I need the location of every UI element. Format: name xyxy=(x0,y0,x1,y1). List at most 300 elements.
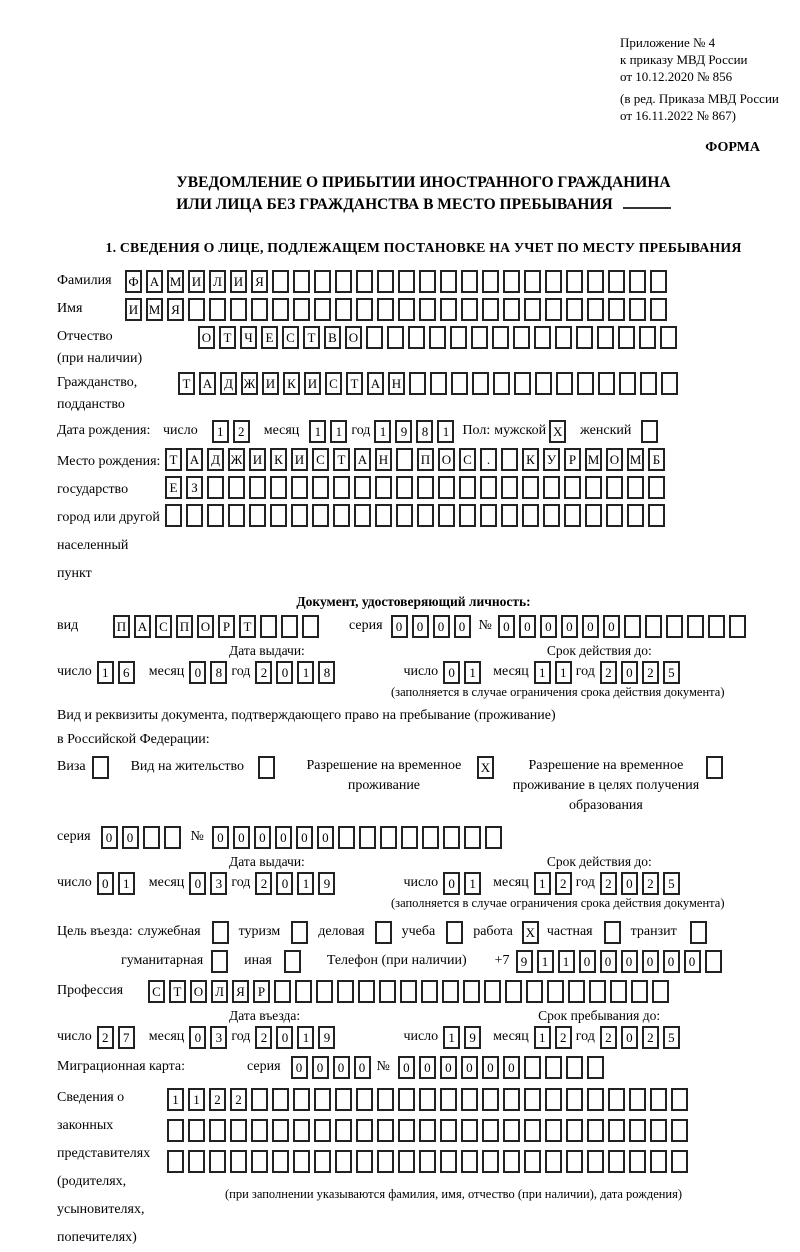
char-cell[interactable] xyxy=(207,476,224,499)
char-cell[interactable] xyxy=(312,504,329,527)
char-cell[interactable] xyxy=(419,1119,436,1142)
char-cell[interactable] xyxy=(440,1119,457,1142)
char-cell[interactable] xyxy=(543,504,560,527)
char-cell[interactable] xyxy=(629,270,646,293)
char-cell[interactable] xyxy=(272,1088,289,1111)
char-cell[interactable] xyxy=(482,1150,499,1173)
char-cell[interactable]: Т xyxy=(333,448,350,471)
char-cell[interactable] xyxy=(587,1150,604,1173)
char-cell[interactable] xyxy=(648,504,665,527)
char-cell[interactable] xyxy=(167,1119,184,1142)
migration-series-cells[interactable] xyxy=(291,1056,375,1079)
char-cell[interactable] xyxy=(443,826,460,849)
char-cell[interactable]: 2 xyxy=(255,1026,272,1049)
char-cell[interactable] xyxy=(258,756,275,779)
char-cell[interactable] xyxy=(272,1150,289,1173)
char-cell[interactable]: О xyxy=(197,615,214,638)
char-cell[interactable]: 0 xyxy=(122,826,139,849)
char-cell[interactable]: 9 xyxy=(464,1026,481,1049)
char-cell[interactable] xyxy=(524,298,541,321)
char-cell[interactable] xyxy=(92,756,109,779)
legal-reps-row1[interactable] xyxy=(167,1088,692,1111)
char-cell[interactable]: 0 xyxy=(254,826,271,849)
char-cell[interactable] xyxy=(375,476,392,499)
char-cell[interactable]: С xyxy=(155,615,172,638)
char-cell[interactable]: Л xyxy=(211,980,228,1003)
char-cell[interactable] xyxy=(408,326,425,349)
char-cell[interactable] xyxy=(503,1150,520,1173)
purpose-tourism-checkbox[interactable] xyxy=(291,921,312,944)
char-cell[interactable]: 2 xyxy=(642,661,659,684)
char-cell[interactable] xyxy=(333,476,350,499)
char-cell[interactable]: 2 xyxy=(642,1026,659,1049)
char-cell[interactable]: 2 xyxy=(209,1088,226,1111)
char-cell[interactable]: 1 xyxy=(297,872,314,895)
char-cell[interactable]: 0 xyxy=(419,1056,436,1079)
char-cell[interactable]: 0 xyxy=(621,1026,638,1049)
char-cell[interactable] xyxy=(284,950,301,973)
char-cell[interactable]: А xyxy=(186,448,203,471)
birth-place-row2[interactable] xyxy=(165,476,669,499)
char-cell[interactable] xyxy=(335,270,352,293)
char-cell[interactable] xyxy=(209,298,226,321)
char-cell[interactable] xyxy=(545,298,562,321)
char-cell[interactable] xyxy=(356,298,373,321)
char-cell[interactable]: Е xyxy=(165,476,182,499)
char-cell[interactable] xyxy=(493,372,510,395)
char-cell[interactable]: И xyxy=(230,270,247,293)
char-cell[interactable]: 0 xyxy=(391,615,408,638)
char-cell[interactable]: И xyxy=(188,270,205,293)
char-cell[interactable] xyxy=(356,1119,373,1142)
char-cell[interactable]: 0 xyxy=(642,950,659,973)
char-cell[interactable] xyxy=(652,980,669,1003)
char-cell[interactable]: Я xyxy=(251,270,268,293)
visa-checkbox[interactable] xyxy=(92,756,113,779)
char-cell[interactable]: 2 xyxy=(255,661,272,684)
char-cell[interactable] xyxy=(209,1150,226,1173)
char-cell[interactable] xyxy=(650,1119,667,1142)
char-cell[interactable]: Р xyxy=(218,615,235,638)
char-cell[interactable] xyxy=(501,448,518,471)
char-cell[interactable]: С xyxy=(282,326,299,349)
char-cell[interactable]: 1 xyxy=(374,420,391,443)
surname-cells[interactable] xyxy=(125,270,671,293)
char-cell[interactable] xyxy=(576,326,593,349)
char-cell[interactable] xyxy=(335,1088,352,1111)
char-cell[interactable] xyxy=(295,980,312,1003)
issue-year-cells[interactable] xyxy=(255,661,339,684)
char-cell[interactable]: Т xyxy=(346,372,363,395)
char-cell[interactable]: К xyxy=(522,448,539,471)
char-cell[interactable] xyxy=(522,504,539,527)
char-cell[interactable] xyxy=(212,921,229,944)
char-cell[interactable]: 0 xyxy=(291,1056,308,1079)
char-cell[interactable]: З xyxy=(186,476,203,499)
char-cell[interactable] xyxy=(396,504,413,527)
char-cell[interactable]: 0 xyxy=(621,950,638,973)
char-cell[interactable] xyxy=(430,372,447,395)
patronymic-cells[interactable] xyxy=(198,326,681,349)
char-cell[interactable] xyxy=(333,504,350,527)
char-cell[interactable] xyxy=(524,1119,541,1142)
profession-cells[interactable] xyxy=(148,980,673,1003)
char-cell[interactable]: Т xyxy=(303,326,320,349)
char-cell[interactable]: О xyxy=(438,448,455,471)
char-cell[interactable]: 0 xyxy=(101,826,118,849)
char-cell[interactable] xyxy=(482,270,499,293)
char-cell[interactable] xyxy=(188,1119,205,1142)
citizenship-cells[interactable] xyxy=(178,372,682,395)
char-cell[interactable]: 0 xyxy=(663,950,680,973)
char-cell[interactable] xyxy=(650,270,667,293)
migration-number-cells[interactable] xyxy=(398,1056,608,1079)
issue-day-cells[interactable] xyxy=(97,661,139,684)
char-cell[interactable] xyxy=(645,615,662,638)
char-cell[interactable] xyxy=(629,298,646,321)
char-cell[interactable] xyxy=(671,1150,688,1173)
stay-month-cells[interactable] xyxy=(534,1026,576,1049)
char-cell[interactable]: Т xyxy=(165,448,182,471)
char-cell[interactable] xyxy=(377,1119,394,1142)
char-cell[interactable] xyxy=(631,980,648,1003)
char-cell[interactable] xyxy=(379,980,396,1003)
char-cell[interactable] xyxy=(566,298,583,321)
res-valid-day-cells[interactable] xyxy=(443,872,485,895)
char-cell[interactable]: О xyxy=(198,326,215,349)
char-cell[interactable] xyxy=(641,420,658,443)
char-cell[interactable] xyxy=(409,372,426,395)
char-cell[interactable] xyxy=(440,270,457,293)
char-cell[interactable]: 1 xyxy=(330,420,347,443)
char-cell[interactable] xyxy=(356,1088,373,1111)
name-cells[interactable] xyxy=(125,298,671,321)
char-cell[interactable]: О xyxy=(606,448,623,471)
char-cell[interactable]: 8 xyxy=(416,420,433,443)
char-cell[interactable] xyxy=(627,504,644,527)
entry-day-cells[interactable] xyxy=(97,1026,139,1049)
char-cell[interactable] xyxy=(608,270,625,293)
char-cell[interactable]: И xyxy=(262,372,279,395)
char-cell[interactable] xyxy=(482,1119,499,1142)
char-cell[interactable] xyxy=(666,615,683,638)
char-cell[interactable]: Д xyxy=(220,372,237,395)
char-cell[interactable] xyxy=(314,270,331,293)
char-cell[interactable]: И xyxy=(249,448,266,471)
char-cell[interactable] xyxy=(629,1119,646,1142)
char-cell[interactable] xyxy=(480,476,497,499)
char-cell[interactable] xyxy=(429,326,446,349)
char-cell[interactable] xyxy=(293,1150,310,1173)
char-cell[interactable] xyxy=(461,298,478,321)
char-cell[interactable] xyxy=(587,1056,604,1079)
char-cell[interactable] xyxy=(524,1150,541,1173)
char-cell[interactable] xyxy=(293,1088,310,1111)
char-cell[interactable]: 5 xyxy=(663,661,680,684)
char-cell[interactable]: X xyxy=(549,420,566,443)
char-cell[interactable] xyxy=(650,1088,667,1111)
char-cell[interactable] xyxy=(619,372,636,395)
char-cell[interactable] xyxy=(401,826,418,849)
char-cell[interactable]: 6 xyxy=(118,661,135,684)
char-cell[interactable]: 9 xyxy=(318,1026,335,1049)
char-cell[interactable] xyxy=(270,504,287,527)
char-cell[interactable]: М xyxy=(167,270,184,293)
birth-place-row1[interactable] xyxy=(165,448,669,471)
char-cell[interactable]: 1 xyxy=(188,1088,205,1111)
char-cell[interactable]: А xyxy=(134,615,151,638)
char-cell[interactable] xyxy=(524,270,541,293)
char-cell[interactable] xyxy=(377,1150,394,1173)
char-cell[interactable]: О xyxy=(345,326,362,349)
char-cell[interactable] xyxy=(661,372,678,395)
doc-series-cells[interactable] xyxy=(391,615,475,638)
residence-number-cells[interactable] xyxy=(212,826,506,849)
purpose-official-checkbox[interactable] xyxy=(212,921,233,944)
char-cell[interactable] xyxy=(314,298,331,321)
purpose-humanitarian-checkbox[interactable] xyxy=(211,950,232,973)
char-cell[interactable] xyxy=(422,826,439,849)
char-cell[interactable]: А xyxy=(367,372,384,395)
purpose-study-checkbox[interactable] xyxy=(446,921,467,944)
char-cell[interactable]: 7 xyxy=(118,1026,135,1049)
char-cell[interactable]: А xyxy=(354,448,371,471)
char-cell[interactable] xyxy=(186,504,203,527)
char-cell[interactable] xyxy=(251,298,268,321)
char-cell[interactable]: 9 xyxy=(516,950,533,973)
char-cell[interactable] xyxy=(547,980,564,1003)
char-cell[interactable]: Ф xyxy=(125,270,142,293)
char-cell[interactable] xyxy=(705,950,722,973)
char-cell[interactable]: 5 xyxy=(663,1026,680,1049)
char-cell[interactable] xyxy=(608,298,625,321)
char-cell[interactable] xyxy=(564,476,581,499)
char-cell[interactable] xyxy=(505,980,522,1003)
char-cell[interactable] xyxy=(522,476,539,499)
char-cell[interactable] xyxy=(302,615,319,638)
legal-reps-row2[interactable] xyxy=(167,1119,692,1142)
char-cell[interactable]: . xyxy=(480,448,497,471)
char-cell[interactable]: С xyxy=(148,980,165,1003)
char-cell[interactable] xyxy=(608,1119,625,1142)
char-cell[interactable] xyxy=(272,1119,289,1142)
char-cell[interactable]: 0 xyxy=(354,1056,371,1079)
char-cell[interactable] xyxy=(503,298,520,321)
char-cell[interactable] xyxy=(629,1088,646,1111)
char-cell[interactable]: 0 xyxy=(503,1056,520,1079)
purpose-business-checkbox[interactable] xyxy=(375,921,396,944)
char-cell[interactable]: 1 xyxy=(555,661,572,684)
char-cell[interactable]: 0 xyxy=(440,1056,457,1079)
char-cell[interactable]: 0 xyxy=(212,826,229,849)
char-cell[interactable]: 0 xyxy=(233,826,250,849)
char-cell[interactable] xyxy=(270,476,287,499)
purpose-other-checkbox[interactable] xyxy=(284,950,305,973)
char-cell[interactable] xyxy=(587,298,604,321)
char-cell[interactable] xyxy=(354,476,371,499)
char-cell[interactable] xyxy=(293,270,310,293)
char-cell[interactable]: 0 xyxy=(579,950,596,973)
char-cell[interactable] xyxy=(501,476,518,499)
char-cell[interactable]: 1 xyxy=(443,1026,460,1049)
char-cell[interactable]: 1 xyxy=(437,420,454,443)
char-cell[interactable]: 0 xyxy=(276,661,293,684)
char-cell[interactable] xyxy=(545,1056,562,1079)
issue-month-cells[interactable] xyxy=(189,661,231,684)
char-cell[interactable]: 1 xyxy=(118,872,135,895)
char-cell[interactable] xyxy=(316,980,333,1003)
char-cell[interactable]: 8 xyxy=(210,661,227,684)
char-cell[interactable] xyxy=(143,826,160,849)
char-cell[interactable] xyxy=(556,372,573,395)
res-issue-year-cells[interactable] xyxy=(255,872,339,895)
char-cell[interactable] xyxy=(419,1088,436,1111)
char-cell[interactable]: П xyxy=(113,615,130,638)
char-cell[interactable]: Ж xyxy=(241,372,258,395)
char-cell[interactable] xyxy=(438,476,455,499)
char-cell[interactable] xyxy=(375,504,392,527)
stay-year-cells[interactable] xyxy=(600,1026,684,1049)
char-cell[interactable]: 0 xyxy=(621,661,638,684)
char-cell[interactable] xyxy=(566,270,583,293)
char-cell[interactable] xyxy=(535,372,552,395)
doc-number-cells[interactable] xyxy=(498,615,750,638)
char-cell[interactable]: 0 xyxy=(97,872,114,895)
char-cell[interactable] xyxy=(396,448,413,471)
char-cell[interactable]: 0 xyxy=(443,872,460,895)
char-cell[interactable]: 0 xyxy=(189,661,206,684)
char-cell[interactable]: 1 xyxy=(97,661,114,684)
char-cell[interactable] xyxy=(690,921,707,944)
char-cell[interactable]: У xyxy=(543,448,560,471)
valid-month-cells[interactable] xyxy=(534,661,576,684)
char-cell[interactable]: 0 xyxy=(296,826,313,849)
char-cell[interactable]: 2 xyxy=(97,1026,114,1049)
char-cell[interactable] xyxy=(358,980,375,1003)
phone-cells[interactable] xyxy=(516,950,726,973)
char-cell[interactable] xyxy=(587,1088,604,1111)
char-cell[interactable] xyxy=(608,1150,625,1173)
male-checkbox[interactable] xyxy=(549,420,570,443)
birth-year-cells[interactable] xyxy=(374,420,458,443)
char-cell[interactable] xyxy=(585,504,602,527)
char-cell[interactable]: 0 xyxy=(312,1056,329,1079)
char-cell[interactable] xyxy=(207,504,224,527)
birth-place-row3[interactable] xyxy=(165,504,669,527)
char-cell[interactable] xyxy=(524,1056,541,1079)
char-cell[interactable]: В xyxy=(324,326,341,349)
char-cell[interactable]: К xyxy=(283,372,300,395)
char-cell[interactable] xyxy=(211,950,228,973)
res-issue-day-cells[interactable] xyxy=(97,872,139,895)
char-cell[interactable]: А xyxy=(199,372,216,395)
char-cell[interactable]: 0 xyxy=(684,950,701,973)
char-cell[interactable]: И xyxy=(304,372,321,395)
char-cell[interactable] xyxy=(272,270,289,293)
char-cell[interactable] xyxy=(398,298,415,321)
char-cell[interactable]: 2 xyxy=(255,872,272,895)
char-cell[interactable]: 2 xyxy=(233,420,250,443)
char-cell[interactable]: X xyxy=(477,756,494,779)
char-cell[interactable]: 1 xyxy=(309,420,326,443)
char-cell[interactable]: 9 xyxy=(395,420,412,443)
char-cell[interactable]: Н xyxy=(375,448,392,471)
char-cell[interactable] xyxy=(461,1119,478,1142)
char-cell[interactable]: И xyxy=(125,298,142,321)
char-cell[interactable] xyxy=(165,504,182,527)
char-cell[interactable]: 0 xyxy=(275,826,292,849)
char-cell[interactable] xyxy=(597,326,614,349)
char-cell[interactable] xyxy=(421,980,438,1003)
char-cell[interactable]: Т xyxy=(178,372,195,395)
char-cell[interactable] xyxy=(260,615,277,638)
char-cell[interactable] xyxy=(366,326,383,349)
char-cell[interactable]: 0 xyxy=(443,661,460,684)
char-cell[interactable]: 0 xyxy=(519,615,536,638)
char-cell[interactable] xyxy=(446,921,463,944)
char-cell[interactable] xyxy=(314,1150,331,1173)
res-valid-year-cells[interactable] xyxy=(600,872,684,895)
char-cell[interactable]: 0 xyxy=(317,826,334,849)
temp-residence-edu-checkbox[interactable] xyxy=(706,756,727,779)
char-cell[interactable]: 1 xyxy=(534,872,551,895)
char-cell[interactable] xyxy=(729,615,746,638)
char-cell[interactable] xyxy=(312,476,329,499)
char-cell[interactable] xyxy=(640,372,657,395)
char-cell[interactable]: 0 xyxy=(603,615,620,638)
char-cell[interactable] xyxy=(627,476,644,499)
char-cell[interactable] xyxy=(671,1088,688,1111)
char-cell[interactable] xyxy=(650,1150,667,1173)
char-cell[interactable]: 2 xyxy=(600,872,617,895)
char-cell[interactable] xyxy=(335,1150,352,1173)
char-cell[interactable] xyxy=(459,476,476,499)
char-cell[interactable] xyxy=(228,476,245,499)
char-cell[interactable] xyxy=(314,1088,331,1111)
char-cell[interactable]: Н xyxy=(388,372,405,395)
char-cell[interactable]: 1 xyxy=(167,1088,184,1111)
char-cell[interactable]: 0 xyxy=(398,1056,415,1079)
char-cell[interactable] xyxy=(281,615,298,638)
char-cell[interactable] xyxy=(251,1088,268,1111)
char-cell[interactable]: 0 xyxy=(433,615,450,638)
char-cell[interactable] xyxy=(335,1119,352,1142)
char-cell[interactable] xyxy=(464,826,481,849)
char-cell[interactable] xyxy=(608,1088,625,1111)
char-cell[interactable] xyxy=(188,1150,205,1173)
char-cell[interactable]: 2 xyxy=(600,1026,617,1049)
char-cell[interactable] xyxy=(417,476,434,499)
char-cell[interactable]: Т xyxy=(239,615,256,638)
char-cell[interactable] xyxy=(228,504,245,527)
char-cell[interactable] xyxy=(359,826,376,849)
char-cell[interactable]: Б xyxy=(648,448,665,471)
res-issue-month-cells[interactable] xyxy=(189,872,231,895)
char-cell[interactable] xyxy=(566,1150,583,1173)
char-cell[interactable]: Л xyxy=(209,270,226,293)
purpose-transit-checkbox[interactable] xyxy=(690,921,711,944)
char-cell[interactable] xyxy=(356,1150,373,1173)
char-cell[interactable] xyxy=(566,1088,583,1111)
char-cell[interactable]: 0 xyxy=(189,872,206,895)
char-cell[interactable]: 1 xyxy=(464,661,481,684)
char-cell[interactable] xyxy=(209,1119,226,1142)
char-cell[interactable] xyxy=(492,326,509,349)
char-cell[interactable]: П xyxy=(176,615,193,638)
char-cell[interactable]: О xyxy=(190,980,207,1003)
char-cell[interactable]: С xyxy=(312,448,329,471)
purpose-private-checkbox[interactable] xyxy=(604,921,625,944)
